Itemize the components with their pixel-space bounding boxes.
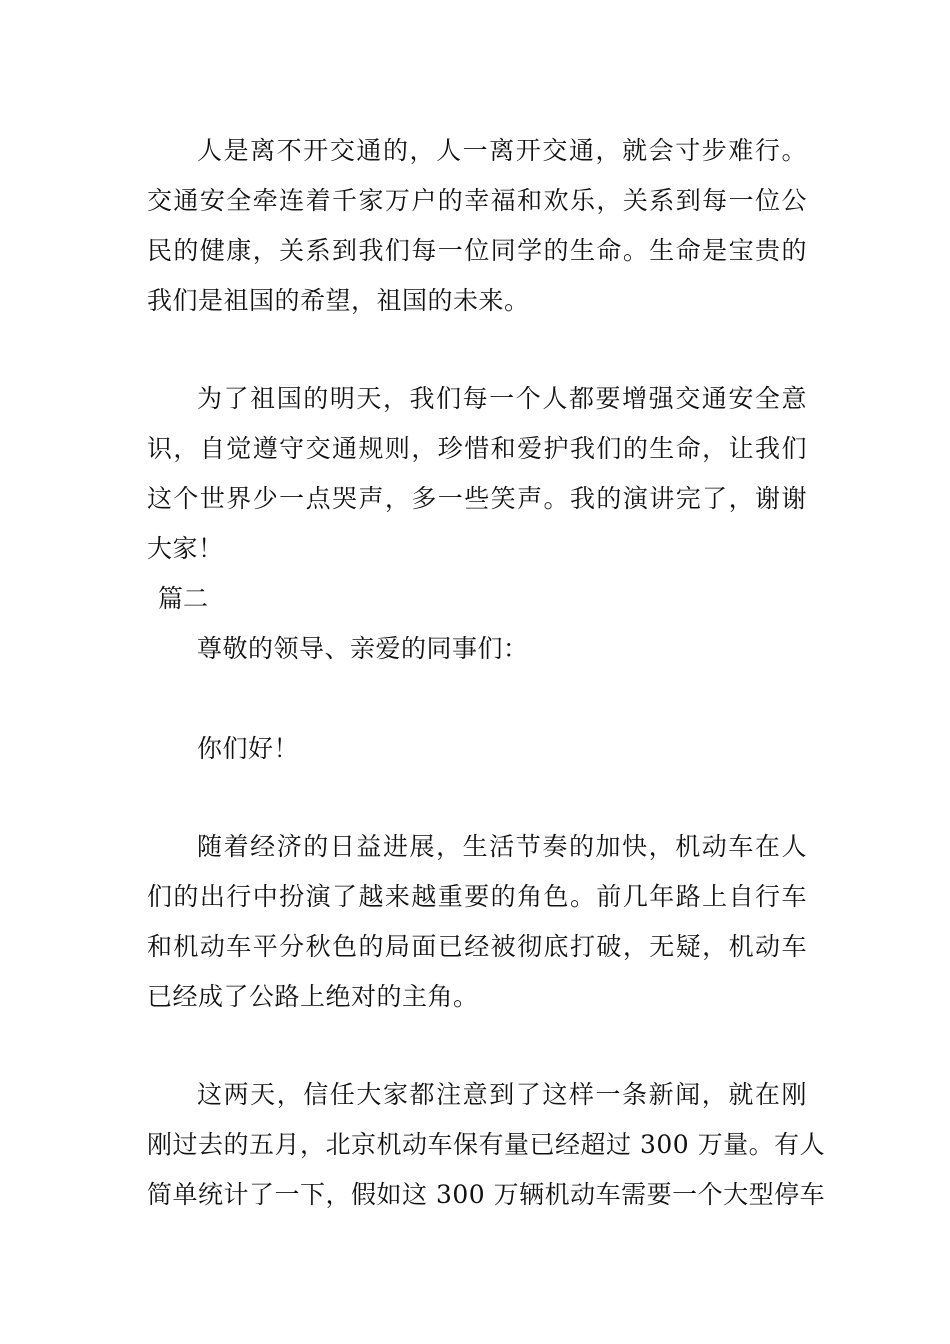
paragraph-2-line-2: 识，自觉遵守交通规则，珍惜和爱护我们的生命，让我们 xyxy=(147,434,807,463)
paragraph-1-line-1: 人是离不开交通的，人一离开交通，就会寸步难行。 xyxy=(197,136,807,165)
paragraph-4-line-1: 这两天，信任大家都注意到了这样一条新闻，就在刚 xyxy=(197,1080,807,1109)
paragraph-3-line-2: 们的出行中扮演了越来越重要的角色。前几年路上自行车 xyxy=(147,882,807,911)
paragraph-3-line-3: 和机动车平分秋色的局面已经被彻底打破，无疑，机动车 xyxy=(147,932,807,961)
paragraph-1-line-4: 我们是祖国的希望，祖国的未来。 xyxy=(147,286,530,315)
paragraph-2-line-4: 大家！ xyxy=(147,534,224,563)
greeting-line: 尊敬的领导、亲爱的同事们： xyxy=(197,634,529,663)
section-heading: 篇二 xyxy=(158,584,209,613)
paragraph-3-line-4: 已经成了公路上绝对的主角。 xyxy=(147,982,479,1011)
hello-line: 你们好！ xyxy=(197,734,300,763)
paragraph-2-line-1: 为了祖国的明天，我们每一个人都要增强交通安全意 xyxy=(197,384,807,413)
paragraph-4-line-3: 简单统计了一下，假如这 300 万辆机动车需要一个大型停车 xyxy=(147,1180,826,1209)
paragraph-1-line-3: 民的健康，关系到我们每一位同学的生命。生命是宝贵的 xyxy=(147,236,807,265)
paragraph-4-line-2: 刚过去的五月，北京机动车保有量已经超过 300 万量。有人 xyxy=(147,1130,826,1159)
paragraph-3-line-1: 随着经济的日益进展，生活节奏的加快，机动车在人 xyxy=(197,832,807,861)
paragraph-2-line-3: 这个世界少一点哭声，多一些笑声。我的演讲完了，谢谢 xyxy=(147,484,807,513)
paragraph-1-line-2: 交通安全牵连着千家万户的幸福和欢乐，关系到每一位公 xyxy=(147,186,807,215)
